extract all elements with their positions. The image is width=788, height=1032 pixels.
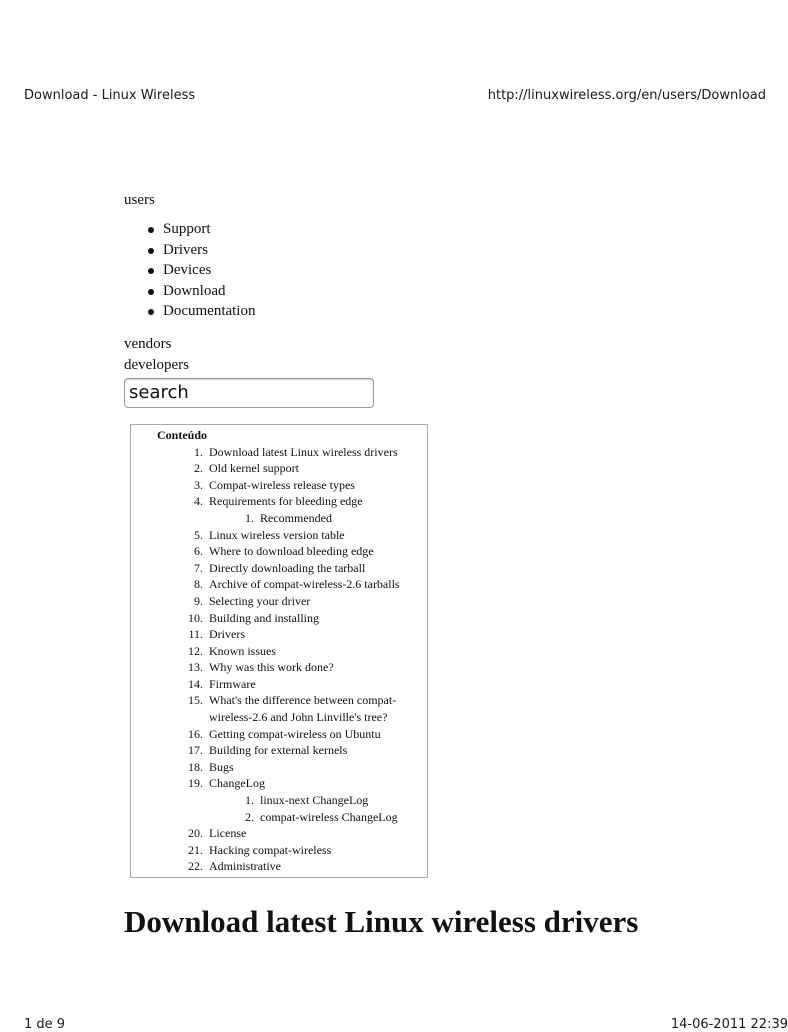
toc-item-number: 5. [194,527,203,542]
nav-item-documentation[interactable]: Documentation [148,301,724,322]
toc-item [157,825,427,842]
toc-item-number: 7. [194,560,203,575]
toc-item [157,610,427,627]
toc-item [157,560,427,577]
toc-item [157,858,427,875]
toc-item-link[interactable]: Requirements for bleeding edge [209,494,363,509]
toc-item-link[interactable]: Archive of compat-wireless-2.6 tarballs [209,577,400,592]
toc-subitem [157,809,427,826]
toc-item-number: 14. [188,676,203,691]
toc-item-number: 8. [194,577,203,592]
toc-item-link[interactable]: Hacking compat-wireless [209,842,332,857]
toc-item [157,543,427,560]
toc-item-link[interactable]: Where to download bleeding edge [209,544,374,559]
toc-item-number: 17. [188,743,203,758]
toc-item-number: 16. [188,726,203,741]
toc-item [157,759,427,776]
toc-item-link[interactable]: Building and installing [209,610,319,625]
nav-vendors-link[interactable]: vendors [124,335,172,352]
toc-item-number: 9. [194,593,203,608]
toc-subitem-number: 1. [245,510,254,525]
toc-item [157,527,427,544]
toc-item [157,444,427,461]
toc-subitem-number: 2. [245,809,254,824]
nav-item-support[interactable]: Support [148,219,724,240]
nav-item-drivers[interactable]: Drivers [148,240,724,261]
nav-developers-link[interactable]: developers [124,356,189,373]
toc-item [157,477,427,494]
toc-item-number: 3. [194,477,203,492]
toc-item [157,692,427,725]
nav-users-link[interactable]: users [124,192,155,208]
toc-item [157,643,427,660]
toc-item [157,742,427,759]
print-header-url: http://linuxwireless.org/en/users/Download [487,88,766,103]
toc-item [157,493,427,510]
toc-item [157,726,427,743]
toc-item-link[interactable]: Selecting your driver [209,593,311,608]
toc-subitem [157,792,427,809]
toc-item [157,676,427,693]
table-of-contents [130,424,428,878]
toc-subitem-number: 1. [245,793,254,808]
toc-item [157,659,427,676]
toc-item-link[interactable]: Linux wireless version table [209,527,345,542]
toc-item-number: 18. [188,759,203,774]
toc-item-link[interactable]: Directly downloading the tarball [209,560,366,575]
toc-item-link[interactable]: Firmware [209,676,256,691]
toc-item-link[interactable]: Compat-wireless release types [209,477,355,492]
toc-item-link[interactable]: Bugs [209,759,234,774]
toc-item [157,842,427,859]
toc-item-link[interactable]: Drivers [209,627,245,642]
toc-subitem-link[interactable]: linux-next ChangeLog [260,793,369,808]
toc-item-number: 1. [194,444,203,459]
nav-item-devices[interactable]: Devices [148,260,724,281]
print-footer-datetime: 14-06-2011 22:39 [670,1017,788,1032]
site-nav [124,190,724,408]
toc-item [157,626,427,643]
toc-item-link[interactable]: Old kernel support [209,461,299,476]
toc-list [157,444,427,875]
toc-item-number: 2. [194,461,203,476]
toc-item-link[interactable]: Download latest Linux wireless drivers [209,444,398,459]
toc-item-link[interactable]: Building for external kernels [209,743,348,758]
toc-item-number: 15. [188,693,203,708]
toc-item [157,460,427,477]
nav-item-download[interactable]: Download [148,281,724,302]
toc-item-link[interactable]: Getting compat-wireless on Ubuntu [209,726,381,741]
toc-item-number: 6. [194,544,203,559]
search-input[interactable] [124,378,374,408]
print-header-title: Download - Linux Wireless [24,88,196,103]
toc-item-link[interactable]: Why was this work done? [209,660,334,675]
toc-title: Conteúdo [157,427,208,442]
section-heading: Download latest Linux wireless drivers [124,904,639,939]
toc-item-number: 12. [188,643,203,658]
toc-item-number: 22. [188,859,203,874]
toc-item-link[interactable]: ChangeLog [209,776,265,791]
toc-subitem-link[interactable]: compat-wireless ChangeLog [260,809,398,824]
toc-item [157,775,427,792]
toc-item-number: 20. [188,826,203,841]
toc-item-link[interactable]: Known issues [209,643,277,658]
toc-item [157,576,427,593]
toc-item-link[interactable]: Administrative [209,859,281,874]
toc-item-number: 13. [188,660,203,675]
print-footer-page: 1 de 9 [24,1017,66,1032]
toc-item-number: 21. [188,842,203,857]
toc-item-number: 4. [194,494,203,509]
page-content [124,190,724,940]
toc-item-link[interactable]: License [209,826,247,841]
toc-item-number: 11. [188,627,203,642]
toc-subitem [157,510,427,527]
toc-subitem-link[interactable]: Recommended [260,510,332,525]
nav-users-list [124,219,724,322]
toc-item-link[interactable]: What's the difference between compat-wireless-2.6 and John Linville's tree? [209,693,397,725]
toc-item-number: 10. [188,610,203,625]
toc-item-number: 19. [188,776,203,791]
toc-item [157,593,427,610]
